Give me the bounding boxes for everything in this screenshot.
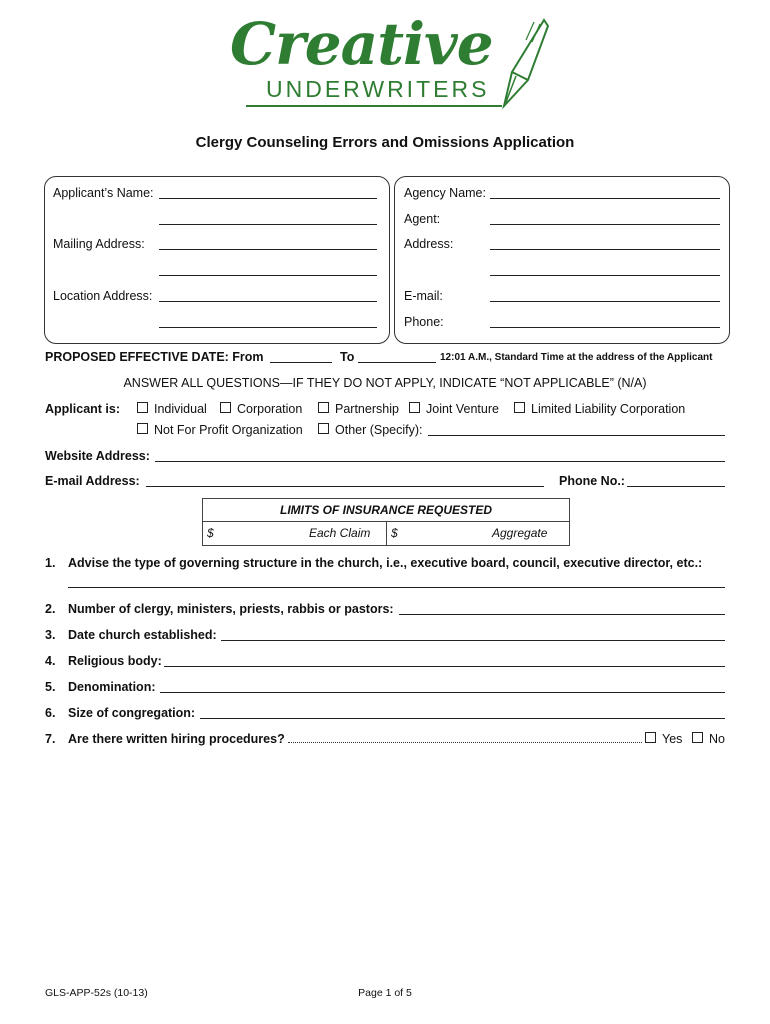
agency-address-field[interactable] <box>490 249 720 250</box>
question-7-number: 7. <box>45 732 56 746</box>
other-label: Other (Specify): <box>335 423 423 437</box>
location-address-label: Location Address: <box>53 289 153 303</box>
location-address-field[interactable] <box>159 301 377 302</box>
question-5-text: Denomination: <box>68 680 156 694</box>
effective-to-field[interactable] <box>358 362 436 363</box>
question-7-no-checkbox[interactable] <box>692 732 703 743</box>
logo-underline <box>246 105 502 107</box>
question-6-field[interactable] <box>200 718 725 719</box>
page-title: Clergy Counseling Errors and Omissions Application <box>195 134 575 151</box>
mailing-address-field-2[interactable] <box>159 275 377 276</box>
pen-nib-icon <box>482 16 552 112</box>
instruction-text: ANSWER ALL QUESTIONS—IF THEY DO NOT APPLY, INDICATE “NOT APPLICABLE” (N/A) <box>123 376 647 390</box>
mailing-address-label: Mailing Address: <box>53 237 145 251</box>
question-6-number: 6. <box>45 706 56 720</box>
question-7-leader-dots <box>288 742 642 743</box>
agent-field[interactable] <box>490 224 720 225</box>
question-1-text: Advise the type of governing structure in the church, i.e., executive board, council, executive director, etc.: <box>68 556 703 570</box>
applicant-type-label: Applicant is: <box>45 402 121 416</box>
joint-venture-label: Joint Venture <box>426 402 499 416</box>
question-4-number: 4. <box>45 654 56 668</box>
question-6-text: Size of congregation: <box>68 706 196 720</box>
limits-header: LIMITS OF INSURANCE REQUESTED <box>279 503 492 517</box>
agency-phone-label: Phone: <box>404 315 444 329</box>
question-3-number: 3. <box>45 628 56 642</box>
partnership-checkbox[interactable] <box>318 402 329 413</box>
agency-phone-field[interactable] <box>490 327 720 328</box>
question-3-text: Date church established: <box>68 628 217 642</box>
form-id: GLS-APP-52s (10-13) <box>45 987 148 999</box>
mailing-address-field[interactable] <box>159 249 377 250</box>
question-5-field[interactable] <box>160 692 725 693</box>
question-7-yes-label: Yes <box>662 732 683 746</box>
individual-checkbox[interactable] <box>137 402 148 413</box>
email-label: E-mail Address: <box>45 474 140 488</box>
aggregate-label[interactable]: Aggregate <box>492 526 548 540</box>
corporation-label: Corporation <box>237 402 303 416</box>
location-address-field-2[interactable] <box>159 327 377 328</box>
question-7-yes-checkbox[interactable] <box>645 732 656 743</box>
partnership-label: Partnership <box>335 402 399 416</box>
applicant-name-label: Applicant’s Name: <box>53 186 154 200</box>
agency-info-box <box>394 176 730 344</box>
effective-to-label: To <box>340 350 355 364</box>
individual-label: Individual <box>154 402 207 416</box>
question-3-field[interactable] <box>221 640 725 641</box>
not-for-profit-checkbox[interactable] <box>137 423 148 434</box>
phone-label: Phone No.: <box>559 474 625 488</box>
other-specify-field[interactable] <box>428 435 725 436</box>
applicant-name-field-2[interactable] <box>159 224 377 225</box>
question-7-text: Are there written hiring procedures? <box>68 732 285 746</box>
aggregate-dollar: $ <box>391 526 398 540</box>
each-claim-label[interactable]: Each Claim <box>309 526 371 540</box>
not-for-profit-label: Not For Profit Organization <box>154 423 303 437</box>
agent-label: Agent: <box>404 212 441 226</box>
question-2-text: Number of clergy, ministers, priests, rabbis or pastors: <box>68 602 394 616</box>
agency-name-field[interactable] <box>490 198 720 199</box>
page-number: Page 1 of 5 <box>358 987 412 999</box>
question-4-text: Religious body: <box>68 654 162 668</box>
limits-table <box>202 498 570 546</box>
each-claim-dollar: $ <box>207 526 214 540</box>
llc-checkbox[interactable] <box>514 402 525 413</box>
other-checkbox[interactable] <box>318 423 329 434</box>
effective-from-field[interactable] <box>270 362 332 363</box>
joint-venture-checkbox[interactable] <box>409 402 420 413</box>
applicant-info-box <box>44 176 390 344</box>
question-1-field[interactable] <box>68 587 725 588</box>
agency-email-field[interactable] <box>490 301 720 302</box>
logo-word-text: UNDERWRITERS <box>266 76 490 102</box>
effective-time-note: 12:01 A.M., Standard Time at the address of the Applicant <box>440 352 713 363</box>
agency-address-label: Address: <box>404 237 454 251</box>
question-2-field[interactable] <box>399 614 725 615</box>
effective-date-label: PROPOSED EFFECTIVE DATE: From <box>45 350 264 364</box>
limits-col-divider <box>386 521 387 545</box>
agency-name-label: Agency Name: <box>404 186 486 200</box>
phone-field[interactable] <box>627 486 725 487</box>
question-7-no-label: No <box>709 732 725 746</box>
email-field[interactable] <box>146 486 544 487</box>
llc-label: Limited Liability Corporation <box>531 402 686 416</box>
question-2-number: 2. <box>45 602 56 616</box>
agency-address-field-2[interactable] <box>490 275 720 276</box>
applicant-name-field[interactable] <box>159 198 377 199</box>
question-1-number: 1. <box>45 556 56 570</box>
question-5-number: 5. <box>45 680 56 694</box>
website-field[interactable] <box>155 461 725 462</box>
agency-email-label: E-mail: <box>404 289 443 303</box>
question-4-field[interactable] <box>164 666 725 667</box>
logo-script-text: Creative <box>230 10 493 78</box>
website-label: Website Address: <box>45 449 150 463</box>
corporation-checkbox[interactable] <box>220 402 231 413</box>
company-logo <box>226 12 556 112</box>
